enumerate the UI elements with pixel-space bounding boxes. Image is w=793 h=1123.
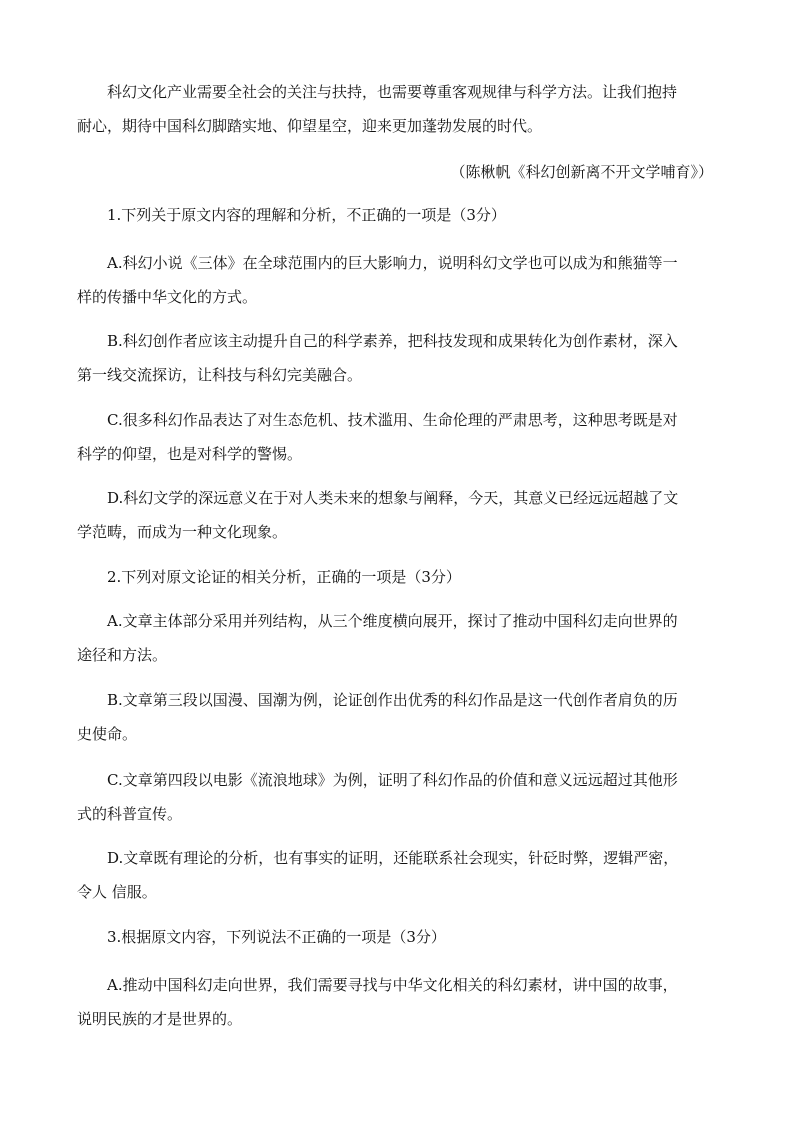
option-line-1: D.科幻文学的深远意义在于对人类未来的想象与阐释，今天，其意义已经远远超越了文 bbox=[107, 489, 679, 507]
option-line-1: A.科幻小说《三体》在全球范围内的巨大影响力，说明科幻文学也可以成为和熊猫等一 bbox=[107, 254, 678, 272]
source-citation: （陈楸帆《科幻创新离不开文学哺育》） bbox=[450, 163, 713, 181]
question-2-stem bbox=[107, 560, 719, 594]
question-2-option-b bbox=[77, 683, 719, 751]
question-2-option-c bbox=[77, 763, 719, 831]
option-line-1: A.文章主体部分采用并列结构，从三个维度横向展开，探讨了推动中国科幻走向世界的 bbox=[107, 612, 678, 630]
option-line-1: D.文章既有理论的分析，也有事实的证明，还能联系社会现实，针砭时弊，逻辑严密， bbox=[107, 849, 679, 867]
question-3-stem bbox=[107, 920, 719, 954]
question-stem: 3.根据原文内容，下列说法不正确的一项是（3分） bbox=[107, 928, 446, 946]
question-3-option-a bbox=[77, 968, 719, 1036]
question-1-option-b bbox=[77, 324, 719, 392]
option-line-2: 史使命。 bbox=[77, 725, 138, 743]
intro-line-1: 科幻文化产业需要全社会的关注与扶持，也需要尊重客观规律与科学方法。让我们抱持 bbox=[107, 83, 678, 101]
question-1-option-d bbox=[77, 481, 719, 549]
question-2-option-a bbox=[77, 604, 719, 672]
option-line-2: 学范畴，而成为一种文化现象。 bbox=[77, 523, 288, 541]
option-line-2: 第一线交流探访，让科技与科幻完美融合。 bbox=[77, 366, 363, 384]
question-2-option-d bbox=[77, 841, 719, 909]
question-1-stem bbox=[107, 198, 719, 232]
option-line-1: B.文章第三段以国漫、国潮为例，论证创作出优秀的科幻作品是这一代创作者肩负的历 bbox=[107, 691, 678, 709]
option-line-1: B.科幻创作者应该主动提升自己的科学素养，把科技发现和成果转化为创作素材，深入 bbox=[107, 332, 678, 350]
option-line-2: 途径和方法。 bbox=[77, 646, 168, 664]
option-line-2: 令人 信服。 bbox=[77, 883, 157, 901]
intro-line-2: 耐心，期待中国科幻脚踏实地、仰望星空，迎来更加蓬勃发展的时代。 bbox=[77, 117, 543, 135]
question-1-option-c bbox=[77, 403, 719, 471]
intro-paragraph bbox=[77, 75, 719, 143]
question-1-option-a bbox=[77, 246, 719, 314]
option-line-2: 说明民族的才是世界的。 bbox=[77, 1010, 243, 1028]
question-stem: 2.下列对原文论证的相关分析，正确的一项是（3分） bbox=[107, 568, 461, 586]
option-line-1: A.推动中国科幻走向世界，我们需要寻找与中华文化相关的科幻素材，讲中国的故事， bbox=[107, 976, 678, 994]
option-line-2: 样的传播中华文化的方式。 bbox=[77, 288, 258, 306]
option-line-2: 科学的仰望，也是对科学的警惕。 bbox=[77, 445, 303, 463]
option-line-2: 式的科普宣传。 bbox=[77, 805, 183, 823]
question-stem: 1.下列关于原文内容的理解和分析，不正确的一项是（3分） bbox=[107, 206, 506, 224]
option-line-1: C.文章第四段以电影《流浪地球》为例，证明了科幻作品的价值和意义远远超过其他形 bbox=[107, 771, 678, 789]
option-line-1: C.很多科幻作品表达了对生态危机、技术滥用、生命伦理的严肃思考，这种思考既是对 bbox=[107, 411, 678, 429]
